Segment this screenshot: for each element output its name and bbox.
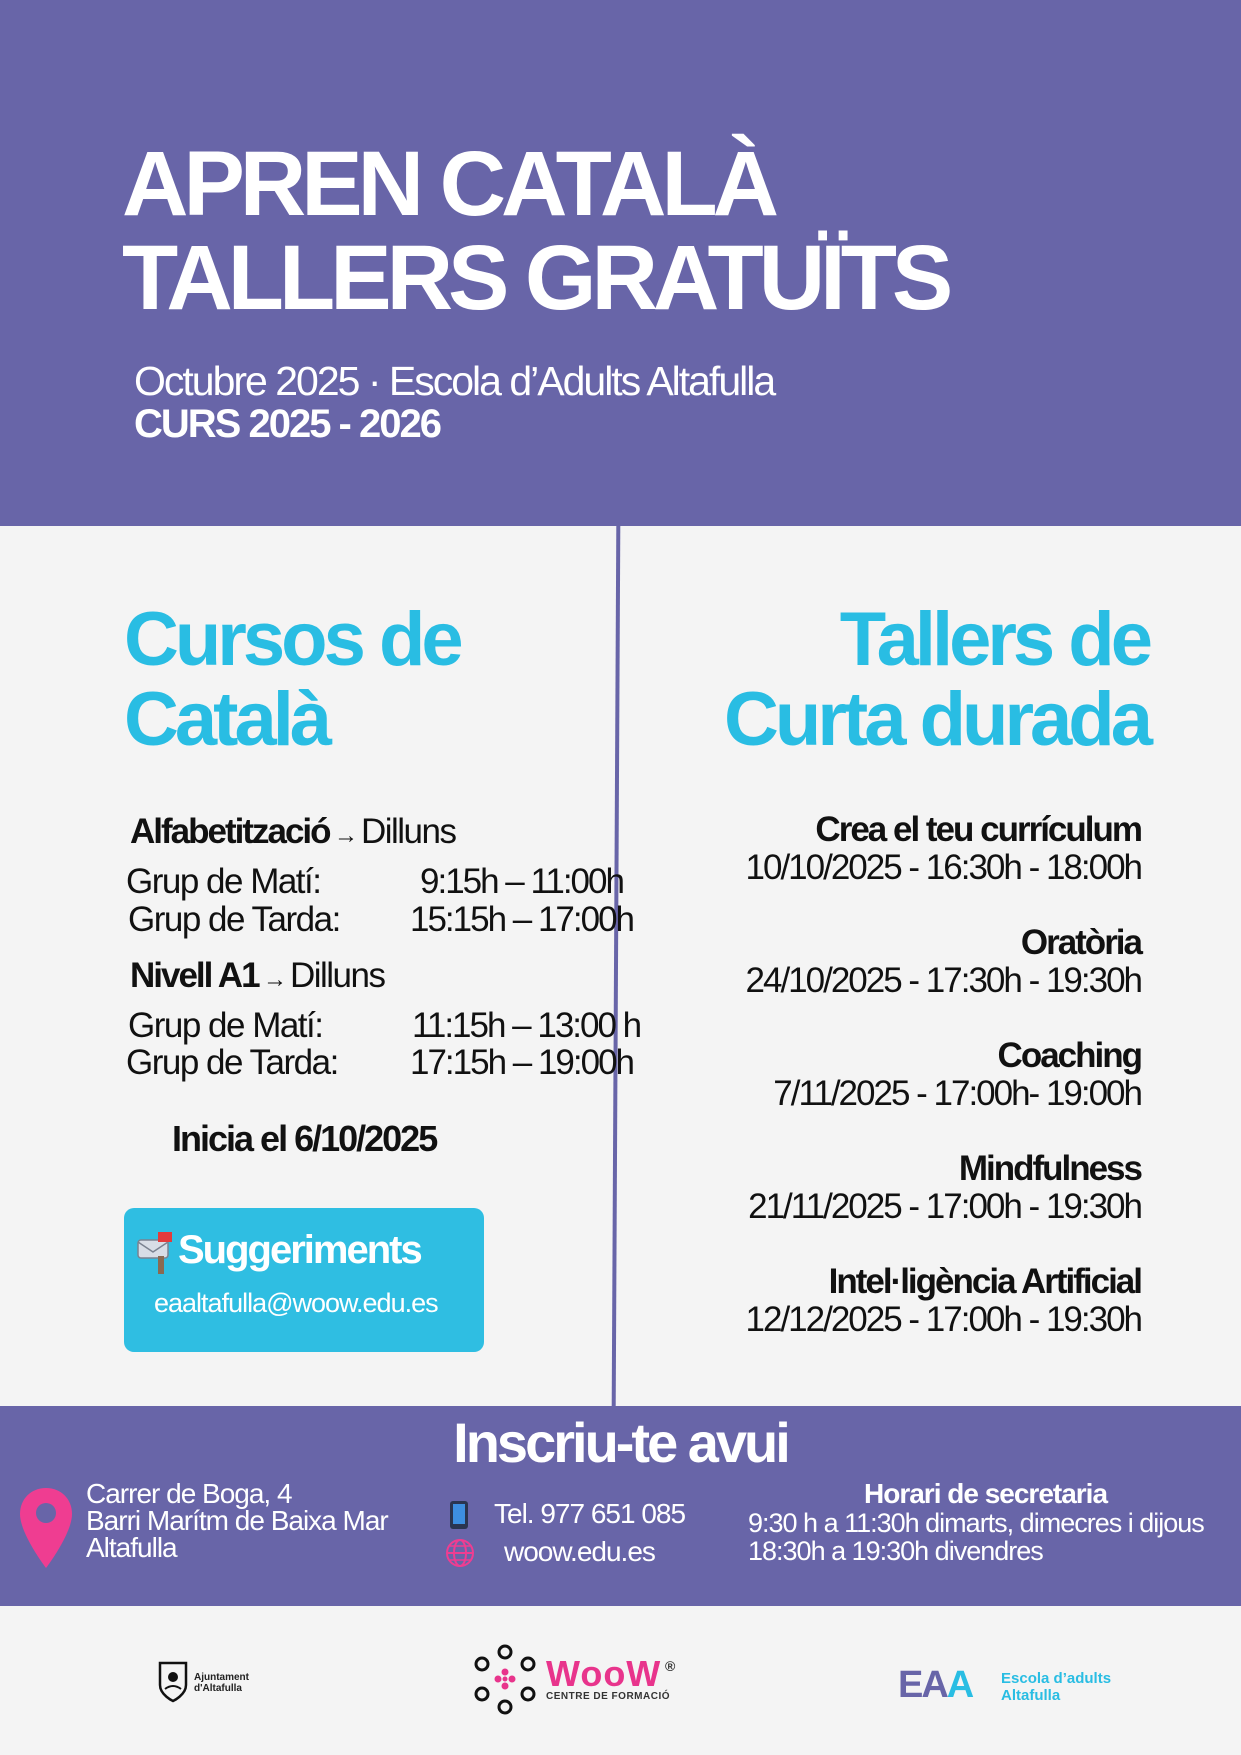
ajuntament-text-line: Ajuntament [194,1672,249,1683]
title-line-1: APREN CATALÀ [122,133,775,235]
signup-cta[interactable]: Inscriu-te avui [453,1411,788,1474]
course-name: Alfabetització [130,812,330,851]
office-hours-line: 18:30h a 19:30h divendres [748,1536,1043,1566]
woow-logo-subtitle: CENTRE DE FORMACIÓ [546,1691,670,1702]
workshop-date: 21/11/2025 - 17:00h - 19:30h [748,1187,1141,1226]
address-line: Carrer de Boga, 4 [86,1478,292,1509]
website-link[interactable]: woow.edu.es [504,1536,655,1567]
workshop-name: Intel·ligència Artificial [828,1262,1141,1301]
tallers-heading-line-2: Curta durada [724,677,1149,762]
arrow-icon: → [334,822,357,849]
ajuntament-text-line: d'Altafulla [194,1683,242,1694]
eaa-logo-text [1001,1670,1111,1704]
suggestions-title: Suggeriments [178,1228,421,1272]
address-line: Barri Marítm de Baixa Mar [86,1505,388,1536]
schedule-time: 11:15h – 13:00 h [412,1006,641,1045]
cursos-heading-line-2: Català [124,677,329,762]
office-hours-line: 9:30 h a 11:30h dimarts, dimecres i dijous [748,1508,1204,1538]
course-day: Dilluns [360,812,456,851]
suggestions-email[interactable]: eaaltafulla@woow.edu.es [154,1288,438,1318]
course-day: Dilluns [289,956,385,995]
globe-icon [445,1538,475,1573]
ajuntament-text [194,1672,249,1694]
address [86,1480,388,1561]
address-line: Altafulla [86,1532,177,1563]
workshop-date: 10/10/2025 - 16:30h - 18:00h [745,848,1141,887]
woow-registered-mark: ® [665,1658,676,1674]
course-alfabetitzacio [130,812,456,852]
woow-logo-name: WooW [546,1653,662,1694]
cursos-heading-line-1: Cursos de [124,597,460,682]
course-name: Nivell A1 [130,956,259,995]
schedule-label: Grup de Matí: [126,862,321,901]
schedule-time: 17:15h – 19:00h [410,1043,634,1082]
office-hours-title: Horari de secretaria [864,1478,1108,1509]
workshop-date: 24/10/2025 - 17:30h - 19:30h [745,961,1141,1000]
workshop-name: Mindfulness [958,1149,1141,1188]
course-year: CURS 2025 - 2026 [134,402,440,446]
tallers-heading-line-1: Tallers de [839,597,1149,682]
arrow-icon: → [263,966,286,993]
phone-icon [449,1500,469,1535]
schedule-label: Grup de Tarda: [128,900,340,939]
title-line-2: TALLERS GRATUÏTS [122,227,949,329]
eaa-logo-mark: EAA [898,1664,973,1706]
subtitle: Octubre 2025 · Escola d’Adults Altafulla [134,358,775,404]
column-divider [612,526,621,1406]
workshop-date: 7/11/2025 - 17:00h- 19:00h [773,1074,1141,1113]
phone-number[interactable]: Tel. 977 651 085 [494,1498,686,1529]
eaa-text-line: Escola d’adults [1001,1670,1112,1687]
schedule-label: Grup de Matí: [128,1006,323,1045]
woow-logo-mark [470,1644,540,1721]
map-pin-icon [18,1486,74,1575]
eaa-text-line: Altafulla [1001,1687,1061,1704]
workshop-name: Coaching [997,1036,1141,1075]
mailbox-icon [136,1230,178,1279]
ajuntament-logo [158,1659,188,1708]
schedule-label: Grup de Tarda: [126,1043,338,1082]
workshop-name: Oratòria [1020,923,1141,962]
course-nivell-a1 [130,956,385,996]
workshop-name: Crea el teu currículum [815,810,1141,849]
start-date: Inicia el 6/10/2025 [172,1118,437,1159]
schedule-time: 9:15h – 11:00h [420,862,623,901]
workshop-date: 12/12/2025 - 17:00h - 19:30h [745,1300,1141,1339]
schedule-time: 15:15h – 17:00h [410,900,634,939]
